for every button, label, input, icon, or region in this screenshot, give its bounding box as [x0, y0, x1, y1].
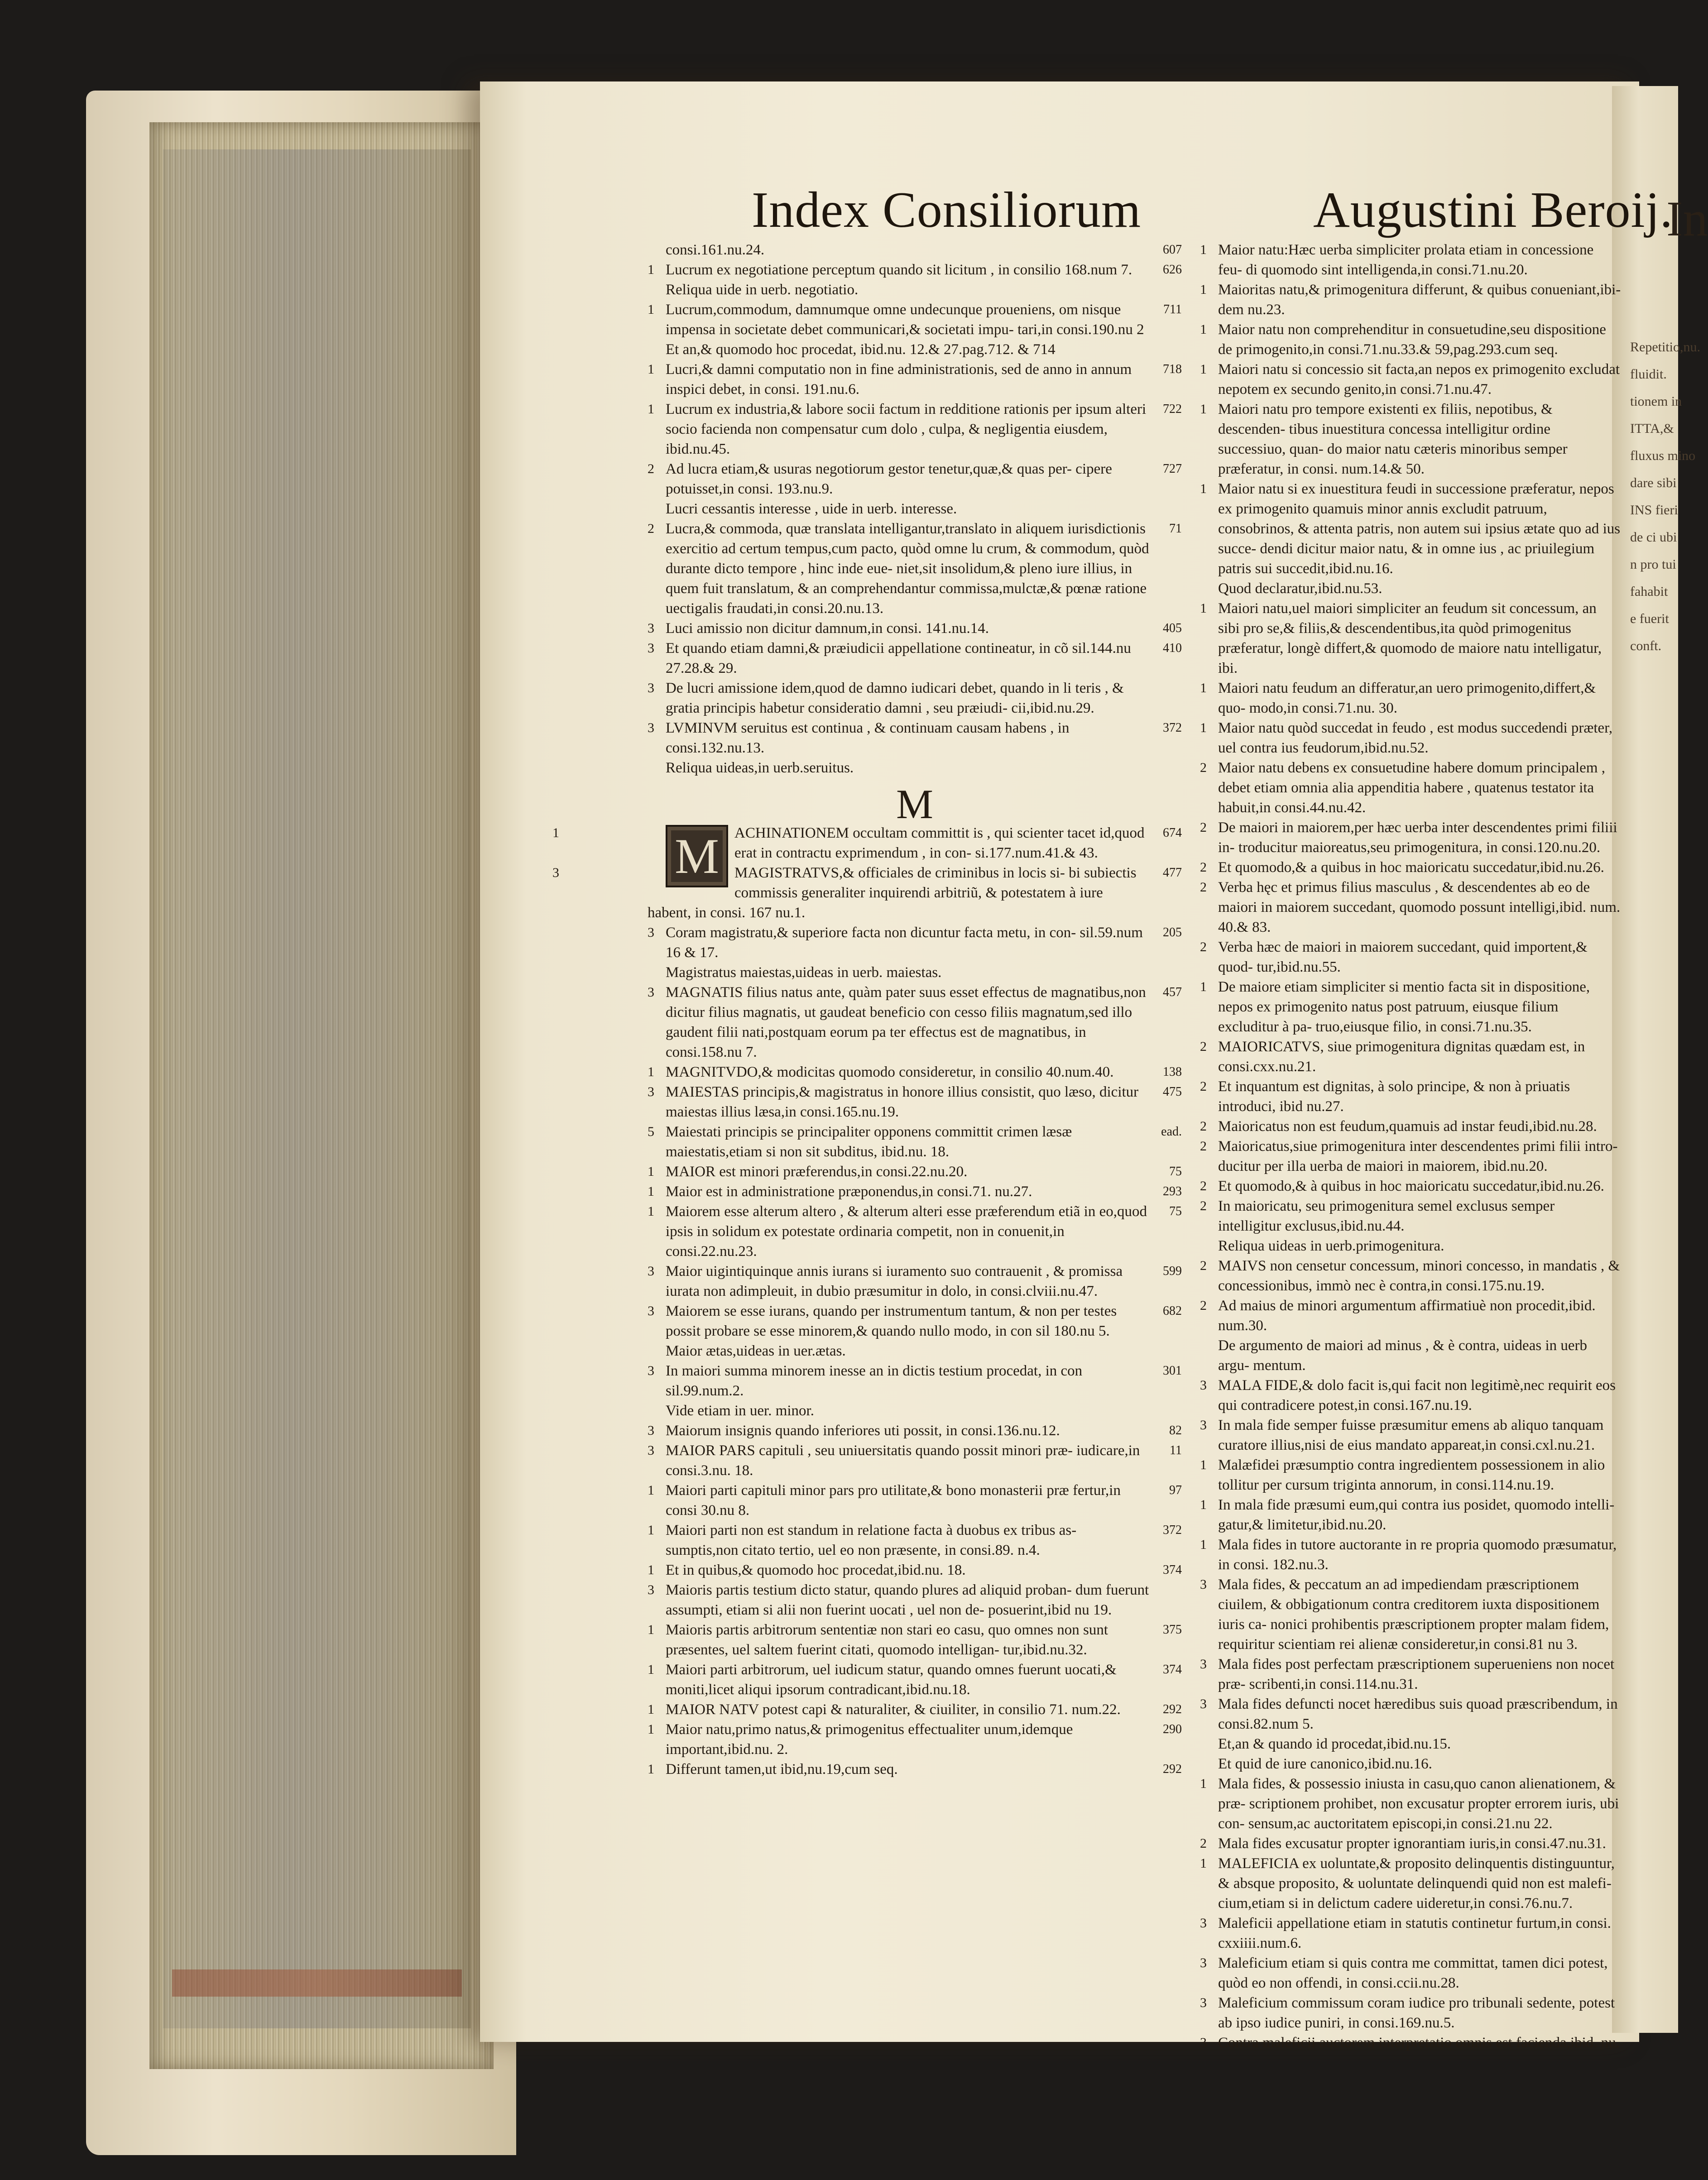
- index-entry: [648, 1720, 1182, 1759]
- index-entry: [1200, 1754, 1621, 1774]
- index-entry: [648, 758, 1182, 778]
- entry-text: Maior natu,primo natus,& primogenitus effectualiter unum,idemque important,ibid.nu. 2.: [666, 1721, 1073, 1758]
- entry-marker: 1: [648, 1064, 654, 1079]
- index-entry: [552, 823, 1182, 863]
- entry-text: Lucri cessantis interesse , uide in uerb. interesse.: [666, 501, 957, 517]
- index-entry: [1200, 1455, 1621, 1495]
- index-entry: [648, 618, 1182, 638]
- entry-marker: 1: [1200, 680, 1207, 695]
- index-entry: [648, 1421, 1182, 1441]
- entry-text: Verba hæc de maiori in maiorem succedant, quid importent,& quod- tur,ibid.nu.55.: [1218, 939, 1588, 975]
- index-entry: [1200, 579, 1621, 599]
- entry-marker: 3: [648, 1084, 654, 1099]
- entry-marker: 3: [648, 1264, 654, 1279]
- entry-page-number: 718: [1163, 362, 1182, 376]
- entry-text: Reliqua uideas,in uerb.seruitus.: [666, 760, 854, 776]
- entry-marker: 1: [648, 1562, 654, 1577]
- entry-marker: 1: [552, 825, 559, 840]
- entry-text: Luci amissio non dicitur damnum,in consi. 141.nu.14.: [666, 620, 989, 637]
- entry-page-number: 372: [1163, 1523, 1182, 1537]
- index-entry: [1200, 1037, 1621, 1077]
- entry-text: Maioris partis testium dicto statur, quando plures ad aliquid proban- dum fuerunt assumpti, etiam si alii non fuerint uocati , uel non de- posuerint,ibid nu 19.: [666, 1582, 1149, 1618]
- index-entry: [1200, 1913, 1621, 1953]
- entry-page-number: 477: [1163, 866, 1182, 880]
- index-entry: [648, 359, 1182, 399]
- entry-text: De argumento de maiori ad minus , & è contra, uideas in uerb argu- mentum.: [1218, 1337, 1587, 1374]
- entry-text: ACHINATIONEM occultam committit is , qui scienter tacet id,quod erat in contractu exprimendum , in con- si.177.num.41.& 43.: [734, 825, 1145, 861]
- entry-marker: 5: [648, 1124, 654, 1139]
- entry-text: Maleficii appellatione etiam in statutis continetur furtum,in consi. cxxiiii.num.6.: [1218, 1915, 1611, 1951]
- entry-text: Mala fides post perfectam præscriptionem superueniens non nocet præ- scribenti,in consi.114.nu.31.: [1218, 1656, 1615, 1692]
- index-entry: [1200, 1953, 1621, 1993]
- entry-marker: 1: [648, 1483, 654, 1498]
- entry-text: MAIESTAS principis,& magistratus in honore illius consistit, quo læso, dicitur maiestas illius læsa,in consi.165.nu.19.: [666, 1084, 1139, 1120]
- entry-text: Maioris partis arbitrorum sententiæ non stari eo casu, quo omnes non sunt præsentes, uel saltem fuerint citati, quomodo intelligan- tur,ibid.nu.32.: [666, 1622, 1108, 1658]
- entry-text: MAGISTRATVS,& officiales de criminibus in locis si- bi subiectis commissis generaliter inquirendi arbitriũ, & potestatem à iure habent, in consi. 167 nu.1.: [648, 865, 1137, 921]
- entry-text: Et an,& quomodo hoc procedat, ibid.nu. 12.& 27.pag.712. & 714: [666, 341, 1056, 358]
- entry-marker: 1: [1200, 1856, 1207, 1871]
- index-entry: [648, 1341, 1182, 1361]
- entry-text: Vide etiam in uer. minor.: [666, 1403, 814, 1419]
- entry-text: Maiorem se esse iurans, quando per instrumentum tantum, & non per testes possit probare se esse minorem,& quando nullo modo, in con sil 180.nu 5.: [666, 1303, 1117, 1339]
- entry-text: Lucri,& damni computatio non in fine administrationis, sed de anno in annum inspici debet, in consi. 191.nu.6.: [666, 361, 1132, 398]
- entry-text: De maiori in maiorem,per hæc uerba inter descendentes primi filiii in- troducitur maioreatus,seu primogenitura, in consi.120.nu.20.: [1218, 819, 1617, 856]
- entry-text: In mala fide præsumi eum,qui contra ius posidet, quomodo intelli- gatur,& limitetur,ibid.nu.20.: [1218, 1497, 1615, 1533]
- facing-page-fragment-line: n pro tui: [1630, 557, 1676, 572]
- index-entry: [1200, 1495, 1621, 1535]
- index-entry: [1200, 818, 1621, 858]
- entry-text: Mala fides, & possessio iniusta in casu,quo canon alienationem, & præ- scriptionem prohibet, non excusatur propter errorem iuris, ubi con- sensum,ac auctoritatem episcopi,in consi.21.nu 22.: [1218, 1776, 1619, 1832]
- index-column-left: [552, 240, 1182, 1779]
- index-entry: [648, 1759, 1182, 1779]
- entry-marker: 1: [648, 1622, 654, 1637]
- entry-text: Malæfidei præsumptio contra ingredientem possessionem in alio tollitur per cursum triginta annorum, in consi.114.nu.19.: [1218, 1457, 1605, 1493]
- entry-page-number: 82: [1169, 1423, 1182, 1437]
- entry-marker: 1: [1200, 282, 1207, 297]
- facing-page-fragment-line: conft.: [1630, 638, 1662, 653]
- entry-marker: 3: [1200, 1378, 1207, 1393]
- index-entry: [1200, 1774, 1621, 1834]
- entry-text: Maior uigintiquinque annis iurans si iuramento suo contrauenit , & promissa iurata non adimpleuit, in dubio præsumitur in dolo, in consi.clviii.nu.47.: [666, 1263, 1123, 1299]
- entry-marker: 3: [648, 720, 654, 735]
- index-entry: [648, 1700, 1182, 1720]
- facing-page-fragment-line: fahabit: [1630, 584, 1668, 599]
- index-entry: [1200, 1236, 1621, 1256]
- entry-marker: 1: [648, 1662, 654, 1677]
- entry-text: Maiori natu pro tempore existenti ex filiis, nepotibus, & descenden- tibus inuestitura concessa intelligitur ordine successiuo, quan- do maior natu cæteris minoribus semper præferatur, in consi. num.14.& 50.: [1218, 401, 1568, 477]
- entry-page-number: 682: [1163, 1304, 1182, 1318]
- index-entry: [648, 280, 1182, 300]
- entry-text: Verba hęc et primus filius masculus , & descendentes ab eo de maiori in maiorem succedant, quomodo possunt intelligi,ibid. num. 40.& 83.: [1218, 879, 1621, 935]
- entry-page-number: 97: [1169, 1483, 1182, 1497]
- index-entry: [648, 638, 1182, 678]
- entry-marker: 3: [648, 1582, 654, 1597]
- entry-text: Lucrum ex negotiatione perceptum quando sit licitum , in consilio 168.num 7.: [666, 262, 1132, 278]
- entry-marker: 1: [648, 262, 654, 277]
- entry-text: Maiori parti non est standum in relatione facta à duobus ex tribus as- sumptis,non citato tertio, uel eo non præsente, in consi.89. n.4.: [666, 1522, 1077, 1558]
- index-entry: [648, 260, 1182, 280]
- index-entry: [648, 240, 1182, 260]
- index-entry: [648, 1261, 1182, 1301]
- entry-page-number: 293: [1163, 1184, 1182, 1198]
- entry-marker: 2: [1200, 860, 1207, 875]
- entry-text: Maiorem esse alterum altero , & alterum alteri esse præferendum etiã in eo,quod ipsis in solidum ex potestate ordinaria competit, non in conuenit,in consi.22.nu.23.: [666, 1203, 1147, 1260]
- entry-text: Et quomodo,& à quibus in hoc maioricatu succedatur,ibid.nu.26.: [1218, 1178, 1604, 1194]
- entry-text: Mala fides excusatur propter ignorantiam iuris,in consi.47.nu.31.: [1218, 1835, 1606, 1852]
- index-entry: [648, 718, 1182, 758]
- facing-page-fragment-line: tionem in: [1630, 394, 1682, 409]
- entry-marker: 1: [648, 1164, 654, 1179]
- entry-page-number: 75: [1169, 1204, 1182, 1218]
- facing-page-fragment-line: fluxus mino: [1630, 448, 1696, 463]
- entry-marker: 1: [1200, 601, 1207, 616]
- entry-text: Mala fides, & peccatum an ad impediendam præscriptionem ciuilem, & obbigationum contra creditorem iuxta dispositionem iuris ca- nonici prohibentis præscriptionem propter malam fidem, requiritur scientiam rei alienæ consideretur,in consi.81 nu 3.: [1218, 1576, 1609, 1653]
- facing-page-fragment-line: ITTA,&: [1630, 421, 1674, 436]
- entry-marker: 3: [1200, 1995, 1207, 2010]
- index-entry: [648, 399, 1182, 459]
- entry-text: Magistratus maiestas,uideas in uerb. maiestas.: [666, 964, 942, 981]
- index-entry: [1200, 1654, 1621, 1694]
- entry-text: Maior natu non comprehenditur in consuetudine,seu dispositione de primogenito,in consi.71.nu.33.& 59,pag.293.cum seq.: [1218, 321, 1606, 358]
- entry-text: Et quomodo,& a quibus in hoc maioricatu succedatur,ibid.nu.26.: [1218, 859, 1604, 876]
- index-entry: [1200, 1296, 1621, 1336]
- entry-text: In mala fide semper fuisse præsumitur emens ab aliquo tanquam curatore illius,nisi de eius mandato appareat,in consi.cxl.nu.21.: [1218, 1417, 1604, 1453]
- index-entry: [1200, 1575, 1621, 1654]
- entry-text: Lucrum,commodum, damnumque omne undecunque proueniens, om nisque impensa in societate debet communicari,& societati impu- tari,in consi.190.nu 2: [666, 302, 1144, 338]
- index-entry: [1200, 1834, 1621, 1854]
- decorated-initial: M: [666, 825, 728, 887]
- entry-text: Contra maleficii auctorem interpretatio omnis est facienda,ibid. nu.: [1218, 2035, 1620, 2051]
- index-entry: [1200, 758, 1621, 818]
- index-entry: [1200, 1375, 1621, 1415]
- entry-page-number: 292: [1163, 1702, 1182, 1716]
- entry-marker: 2: [1200, 1198, 1207, 1213]
- entry-marker: 3: [552, 865, 559, 880]
- index-entry: [648, 1660, 1182, 1700]
- page-fore-edge-shading: [163, 149, 471, 2028]
- entry-marker: 2: [1200, 1298, 1207, 1313]
- index-entry: [1200, 1336, 1621, 1375]
- facing-page-fragment-line: INS fieri: [1630, 503, 1678, 517]
- entry-marker: 3: [648, 680, 654, 695]
- index-entry: [648, 459, 1182, 499]
- index-entry: [648, 1361, 1182, 1401]
- entry-text: Maiorum insignis quando inferiores uti possit, in consi.136.nu.12.: [666, 1423, 1060, 1439]
- entry-marker: 1: [648, 302, 654, 317]
- index-entry: [1200, 718, 1621, 758]
- entry-text: MAGNATIS filius natus ante, quàm pater suus esset effectus de magnatibus,non dicitur filius magnatis, ut gaudeat beneficio con cesso filiis magnatum,sed illo gaudent filii nati,postquam eorum pa ter effectus est de magnatibus, in consi.158.nu 7.: [666, 984, 1146, 1060]
- entry-text: In maioricatu, seu primogenitura semel exclusus semper intelligitur exclusus,ibid.nu.44.: [1218, 1198, 1555, 1234]
- entry-text: Maioricatus,siue primogenitura inter descendentes primi filii intro- ducitur per illa uerba de maiori in maiorem, ibid.nu.20.: [1218, 1138, 1618, 1174]
- entry-page-number: 674: [1163, 826, 1182, 840]
- entry-page-number: 374: [1163, 1663, 1182, 1677]
- entry-text: MALA FIDE,& dolo facit is,qui facit non legitimè,nec requirit eos qui contradicere potest,in consi.167.nu.19.: [1218, 1377, 1616, 1413]
- entry-page-number: 410: [1163, 641, 1182, 655]
- entry-page-number: 71: [1169, 522, 1182, 536]
- index-entry: [1200, 399, 1621, 479]
- entry-text: MAIOR est minori præferendus,in consi.22.nu.20.: [666, 1164, 968, 1180]
- entry-marker: 3: [648, 1423, 654, 1438]
- entry-text: Maior natu quòd succedat in feudo , est modus succedendi præter, uel contra ius feudorum,ibid.nu.52.: [1218, 720, 1613, 756]
- index-entry: [1200, 320, 1621, 359]
- index-entry: [648, 499, 1182, 519]
- entry-text: LVMINVM seruitus est continua , & continuam causam habens , in consi.132.nu.13.: [666, 720, 1070, 756]
- index-entry: [1200, 2033, 1621, 2053]
- facing-page-fragment-line: de ci ubi: [1630, 530, 1677, 545]
- entry-text: Reliqua uide in uerb. negotiatio.: [666, 282, 859, 298]
- index-entry: [648, 1480, 1182, 1520]
- entry-marker: 3: [648, 1443, 654, 1458]
- entry-page-number: 599: [1163, 1264, 1182, 1278]
- entry-marker: 1: [1200, 242, 1207, 257]
- entry-text: Quod declaratur,ibid.nu.53.: [1218, 580, 1382, 597]
- index-entry: [648, 963, 1182, 982]
- index-entry: [1200, 359, 1621, 399]
- entry-text: Maior natu:Hæc uerba simpliciter prolata etiam in concessione feu- di quomodo sint intelligenda,in consi.71.nu.20.: [1218, 242, 1594, 278]
- entry-page-number: 722: [1163, 402, 1182, 416]
- entry-marker: 1: [648, 402, 654, 417]
- index-column-right: [1200, 240, 1621, 2053]
- entry-page-number: 727: [1163, 462, 1182, 476]
- entry-marker: 3: [648, 641, 654, 656]
- entry-marker: 1: [648, 1184, 654, 1199]
- index-entry: [648, 1520, 1182, 1560]
- entry-text: consi.161.nu.24.: [666, 242, 765, 258]
- entry-text: Maleficium etiam si quis contra me committat, tamen dici potest, quòd eo non offendi, in consi.ccii.nu.28.: [1218, 1955, 1608, 1991]
- entry-marker: 2: [1200, 939, 1207, 954]
- index-entry: [648, 340, 1182, 359]
- entry-marker: 2: [1200, 1179, 1207, 1193]
- entry-text: Maiori natu feudum an differatur,an uero primogenito,differt,& quo- modo,in consi.71.nu. 30.: [1218, 680, 1596, 716]
- index-entry: [1200, 1415, 1621, 1455]
- entry-text: Et inquantum est dignitas, à solo principe, & non à priuatis introduci, ibid nu.27.: [1218, 1078, 1570, 1115]
- entry-text: MAIOR PARS capituli , seu uniuersitatis quando possit minori præ- iudicare,in consi.3.nu. 18.: [666, 1442, 1140, 1479]
- index-entry: [552, 863, 1182, 923]
- index-entry: [1200, 280, 1621, 320]
- index-entry: [648, 1122, 1182, 1162]
- entry-text: MALEFICIA ex uoluntate,& proposito delinquentis distinguuntur, & absque proposito, & uoluntate delinquendi quid non est malefi- cium,etiam si in delictum cadere uideretur,in consi.76.nu.7.: [1218, 1855, 1615, 1912]
- entry-marker: 1: [1200, 979, 1207, 994]
- index-entry: [1200, 479, 1621, 579]
- index-entry: [648, 1560, 1182, 1580]
- entry-page-number: 290: [1163, 1722, 1182, 1736]
- entry-marker: 3: [648, 925, 654, 940]
- entry-text: Et,an & quando id procedat,ibid.nu.15.: [1218, 1736, 1451, 1752]
- entry-marker: 2: [1200, 820, 1207, 835]
- entry-text: MAIOR NATV potest capi & naturaliter, & ciuiliter, in consilio 71. num.22.: [666, 1701, 1121, 1718]
- entry-marker: 1: [648, 1762, 654, 1777]
- entry-text: Maiori parti capituli minor pars pro utilitate,& bono monasterii præ fertur,in consi 30.nu 8.: [666, 1482, 1121, 1519]
- index-entry: [648, 1401, 1182, 1421]
- index-entry: [648, 982, 1182, 1062]
- running-header-left: Index Consiliorum: [752, 182, 1142, 238]
- entry-page-number: 405: [1163, 621, 1182, 635]
- entry-marker: 2: [648, 461, 654, 476]
- index-entry: [648, 519, 1182, 618]
- entry-text: Et quando etiam damni,& præiudicii appellatione contineatur, in cõ sil.144.nu 27.28.& 29.: [666, 640, 1131, 676]
- entry-page-number: 607: [1163, 243, 1182, 257]
- entry-text: Maior est in administratione præponendus,in consi.71. nu.27.: [666, 1183, 1032, 1200]
- entry-page-number: 301: [1163, 1364, 1182, 1378]
- entry-text: Maiori natu,uel maiori simpliciter an feudum sit concessum, an sibi pro se,& filiis,& descendentibus,ita quòd primogenitus præferatur, longè differt,& quomodo de maiore natu intelligatur, ibi.: [1218, 600, 1602, 676]
- entry-marker: 3: [1200, 1696, 1207, 1711]
- entry-text: Maioricatus non est feudum,quamuis ad instar feudi,ibid.nu.28.: [1218, 1118, 1597, 1135]
- entry-text: MAGNITVDO,& modicitas quomodo consideretur, in consilio 40.num.40.: [666, 1064, 1114, 1080]
- entry-marker: 3: [1200, 1916, 1207, 1931]
- index-entry: [1200, 1116, 1621, 1136]
- facing-page-fragment-line: dare sibi: [1630, 475, 1677, 490]
- entry-marker: 1: [648, 1204, 654, 1219]
- entry-marker: 1: [648, 1722, 654, 1737]
- index-entry: [1200, 1535, 1621, 1575]
- facing-page-fragment-line: e fuerit: [1630, 611, 1669, 626]
- index-entry: [1200, 678, 1621, 718]
- entry-page-number: 292: [1163, 1762, 1182, 1776]
- entry-text: De maiore etiam simpliciter si mentio facta sit in dispositione, nepos ex primogenito natus post patruum, eiusque filium excluditur à pa- truo,eiusque filio, in consi.71.nu.35.: [1218, 979, 1590, 1035]
- entry-marker: 1: [648, 1523, 654, 1538]
- entry-marker: 1: [648, 362, 654, 377]
- entry-page-number: 475: [1163, 1085, 1182, 1099]
- index-entry: [1200, 1993, 1621, 2033]
- entry-marker: 1: [1200, 1497, 1207, 1512]
- entry-marker: 2: [648, 521, 654, 536]
- entry-text: De lucri amissione idem,quod de damno iudicari debet, quando in li teris , & gratia principis habetur consideratio damni , seu præiudi- cii,ibid.nu.29.: [666, 680, 1124, 716]
- entry-text: Maleficium commissum coram iudice pro tribunali sedente, potest ab ipso iudice puniri, in consi.169.nu.5.: [1218, 1995, 1615, 2031]
- entry-page-number: 75: [1169, 1164, 1182, 1179]
- entry-text: MAIORICATVS, siue primogenitura dignitas quædam est, in consi.cxx.nu.21.: [1218, 1039, 1585, 1075]
- entry-page-number: 457: [1163, 985, 1182, 999]
- entry-text: Coram magistratu,& superiore facta non dicuntur facta metu, in con- sil.59.num 16 & 17.: [666, 925, 1143, 961]
- section-letter: M: [896, 781, 933, 827]
- index-entry: [1200, 877, 1621, 937]
- index-entry: [1200, 1694, 1621, 1734]
- index-entry: [648, 300, 1182, 340]
- index-entry: [1200, 1077, 1621, 1116]
- entry-marker: 1: [1200, 1776, 1207, 1791]
- entry-marker: 3: [1200, 1657, 1207, 1672]
- index-entry: [648, 1182, 1182, 1202]
- entry-page-number: ead.: [1161, 1125, 1182, 1139]
- entry-text: Lucrum ex industria,& labore socii factum in redditione rationis per ipsum alteri socio facienda non compensatur cum dolo , culpa, & negligentia eiusdem, ibid.nu.45.: [666, 401, 1147, 457]
- entry-marker: 3: [1200, 1418, 1207, 1433]
- entry-marker: 2: [1200, 1079, 1207, 1094]
- index-entry: [1200, 1176, 1621, 1196]
- index-entry: [1200, 1196, 1621, 1236]
- entry-text: Maior ætas,uideas in uer.ætas.: [666, 1343, 846, 1359]
- index-entry: [1200, 599, 1621, 678]
- entry-text: Differunt tamen,ut ibid,nu.19,cum seq.: [666, 1761, 898, 1778]
- index-entry: [1200, 1734, 1621, 1754]
- entry-marker: 2: [1200, 1039, 1207, 1054]
- index-entry: [648, 1441, 1182, 1480]
- entry-marker: 3: [648, 1363, 654, 1378]
- entry-marker: 1: [1200, 1537, 1207, 1552]
- entry-marker: 3: [1200, 1577, 1207, 1592]
- entry-text: In maiori summa minorem inesse an in dictis testium procedat, in con sil.99.num.2.: [666, 1363, 1083, 1399]
- entry-marker: 3: [648, 985, 654, 1000]
- entry-text: Mala fides in tutore auctorante in re propria quomodo præsumatur, in consi. 182.nu.3.: [1218, 1537, 1617, 1573]
- index-entry: [1200, 858, 1621, 877]
- entry-page-number: 372: [1163, 721, 1182, 735]
- entry-text: Et quid de iure canonico,ibid.nu.16.: [1218, 1756, 1432, 1772]
- entry-marker: 3: [648, 1303, 654, 1318]
- entry-marker: 3: [648, 621, 654, 636]
- entry-text: Maioritas natu,& primogenitura differunt, & quibus conueniant,ibi- dem nu.23.: [1218, 282, 1621, 318]
- entry-marker: 1: [648, 1702, 654, 1717]
- section-intro: [552, 823, 1182, 923]
- entry-text: Lucra,& commoda, quæ translata intelligantur,translato in aliquem iurisdictionis exercitio ad certum tempus,cum pacto, quòd omne lu crum, & commodum, quòd durante dicto tempore , hinc inde eue- niet,sit insolidum,& pleno iure illius, in quem fuit translatum, & an comprehendantur commissa,mulctæ,& pœnæ ratione uectigalis fraudati,in consi.20.nu.13.: [666, 521, 1149, 617]
- index-entry: [1200, 937, 1621, 977]
- entry-text: Et in quibus,& quomodo hoc procedat,ibid.nu. 18.: [666, 1562, 966, 1578]
- page-fore-edge-stain: [172, 1969, 462, 1997]
- facing-page-fragment: [1612, 86, 1708, 2033]
- index-entry: [648, 1202, 1182, 1261]
- facing-page-fragment-line: Repetitio,nu.: [1630, 340, 1700, 355]
- index-entry: [648, 1620, 1182, 1660]
- entry-page-number: 11: [1170, 1443, 1182, 1457]
- entry-text: MAIVS non censetur concessum, minori concesso, in mandatis , & concessionibus, immò nec è contra,in consi.175.nu.19.: [1218, 1258, 1620, 1294]
- entry-marker: 1: [1200, 720, 1207, 735]
- index-entry: [648, 1301, 1182, 1341]
- index-entry: [648, 1082, 1182, 1122]
- entry-text: Maiori natu si concessio sit facta,an nepos ex primogenito excludat nepotem ex secundo genito,in consi.71.nu.47.: [1218, 361, 1620, 398]
- entry-page-number: 138: [1163, 1065, 1182, 1079]
- entry-marker: 1: [1200, 402, 1207, 417]
- facing-page-fragment-line: fluidit.: [1630, 367, 1667, 382]
- entry-marker: 2: [1200, 760, 1207, 775]
- entry-marker: 1: [1200, 1457, 1207, 1472]
- entry-text: Maior natu si ex inuestitura feudi in successione præferatur, nepos ex primogenito quamuis minor annis excludit patruum, consobrinos, & attenta patris, non autem sui ipsius ætate quo ad ius succe- dendi dicitur maior natu, & in omne ius , ac priuilegium patris sui succedit,ibid.nu.16.: [1218, 481, 1621, 577]
- entry-text: Ad maius de minori argumentum affirmatiuè non procedit,ibid. num.30.: [1218, 1298, 1596, 1334]
- entry-marker: 1: [1200, 322, 1207, 337]
- index-entry: [1200, 1136, 1621, 1176]
- facing-page-heading: In: [1666, 191, 1708, 246]
- index-entry: [648, 1162, 1182, 1182]
- entry-page-number: 375: [1163, 1623, 1182, 1637]
- entry-text: Mala fides defuncti nocet hæredibus suis quoad præscribendum, in consi.82.num 5.: [1218, 1696, 1618, 1732]
- entry-marker: 2: [1200, 880, 1207, 895]
- index-entry: [648, 923, 1182, 963]
- entry-marker: 3: [1200, 2035, 1207, 2050]
- entry-page-number: 374: [1163, 1563, 1182, 1577]
- entry-page-number: 626: [1163, 263, 1182, 277]
- entry-marker: 2: [1200, 1119, 1207, 1134]
- index-entry: [1200, 240, 1621, 280]
- entry-page-number: 711: [1163, 302, 1182, 316]
- index-entry: [648, 1062, 1182, 1082]
- entry-text: Reliqua uideas in uerb.primogenitura.: [1218, 1238, 1444, 1254]
- index-entry: [648, 1580, 1182, 1620]
- entry-marker: 1: [1200, 481, 1207, 496]
- entry-text: Maiestati principis se principaliter opponens committit crimen læsæ maiestatis,etiam si non sit subditus, ibid.nu. 18.: [666, 1124, 1072, 1160]
- index-entry: [1200, 1256, 1621, 1296]
- entry-marker: 2: [1200, 1836, 1207, 1851]
- entry-page-number: 205: [1163, 925, 1182, 939]
- index-entry: [648, 678, 1182, 718]
- index-entry: [1200, 1854, 1621, 1913]
- entry-marker: 1: [1200, 362, 1207, 377]
- entry-marker: 3: [1200, 1955, 1207, 1970]
- entry-text: Maior natu debens ex consuetudine habere domum principalem , debet etiam omnia alia appenditia habere , quatenus testator ita habuit,in consi.44.nu.42.: [1218, 760, 1605, 816]
- running-header-right: Augustini Beroij.: [1313, 182, 1673, 238]
- entry-marker: 2: [1200, 1139, 1207, 1154]
- index-entry: [1200, 977, 1621, 1037]
- entry-text: Maiori parti arbitrorum, uel iudicum statur, quando omnes fuerunt uocati,& moniti,licet aliqui ipsorum contradicant,ibid.nu.18.: [666, 1662, 1117, 1698]
- entry-text: Ad lucra etiam,& usuras negotiorum gestor tenetur,quæ,& quas per- cipere potuisset,in consi. 193.nu.9.: [666, 461, 1112, 497]
- entry-marker: 2: [1200, 1258, 1207, 1273]
